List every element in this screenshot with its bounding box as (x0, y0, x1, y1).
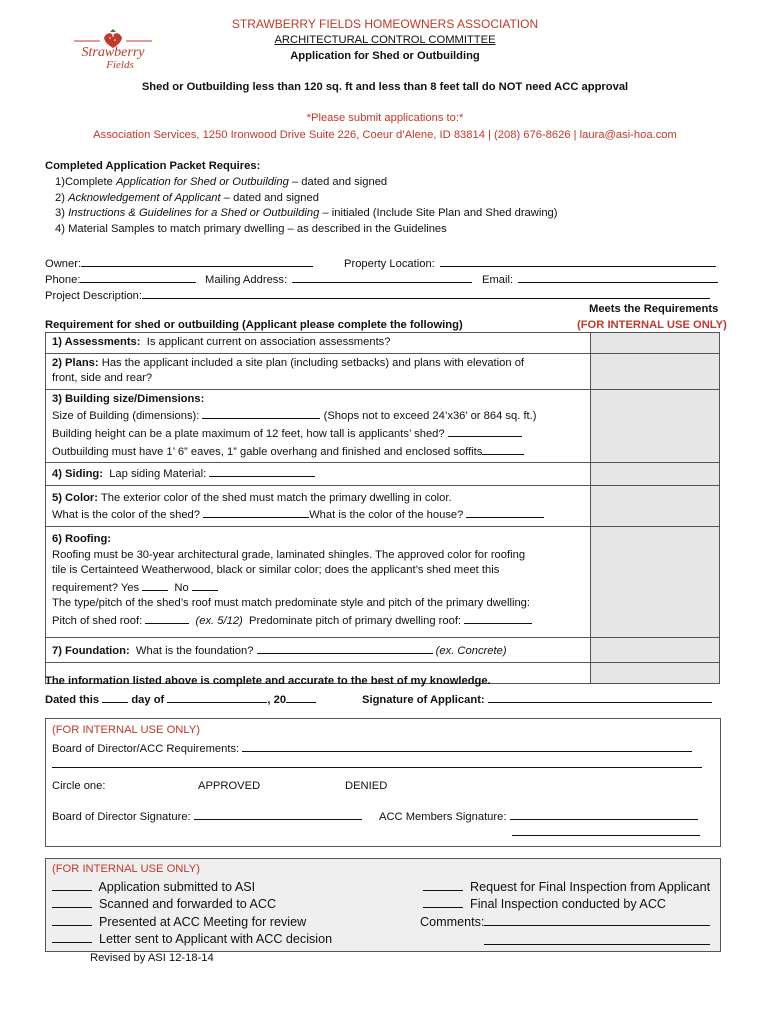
table-row (46, 526, 720, 637)
year-field[interactable] (286, 691, 316, 703)
internal-label-2: (FOR INTERNAL USE ONLY) (52, 863, 200, 875)
req-text: What is the color of the shed? (52, 509, 201, 522)
acc-sig-field-2[interactable] (512, 824, 700, 836)
table-row (46, 637, 720, 662)
req-text: The exterior color of the shed must match the primary dwelling in color. (100, 491, 452, 504)
tracking-item-5 (423, 879, 710, 894)
comments-field-2[interactable] (484, 933, 710, 945)
tracking-check-4[interactable] (52, 931, 92, 943)
check-cell-plans[interactable] (591, 353, 720, 389)
tracking-item-6 (423, 896, 666, 911)
tracking-item-1 (52, 879, 255, 894)
packet-item-num: 2) (55, 192, 65, 204)
req-text: (Shops not to exceed 24’x36’ or 864 sq. ft.) (323, 410, 537, 423)
req-siding (46, 463, 591, 486)
board-req-label: Board of Director/ACC Requirements: (52, 743, 240, 755)
property-field[interactable] (440, 255, 716, 267)
logo-text-top: Strawberry (81, 45, 145, 60)
req-text: Building height can be a plate maximum of 12 feet, how tall is applicants’ shed? (52, 427, 445, 440)
packet-item-em: Acknowledgement of Applicant (68, 192, 221, 204)
req-foundation (46, 637, 591, 662)
property-label: Property Location: (344, 258, 435, 270)
req-roofing (46, 526, 591, 637)
notice: Shed or Outbuilding less than 120 sq. ft and less than 8 feet tall do NOT need ACC approval (141, 81, 629, 93)
req-text: Predominate pitch of primary dwelling roof: (249, 614, 462, 627)
req-text: The type/pitch of the shed’s roof must match predominate style and pitch of the primary dwelling: (52, 597, 530, 610)
req-plans (46, 353, 591, 389)
project-row (45, 287, 710, 302)
req-text: Outbuilding must have 1’ 6” eaves, 1” gable overhang and finished and enclosed soffits (52, 445, 483, 458)
tracking-item-4 (52, 931, 332, 946)
tracking-check-6[interactable] (423, 896, 463, 908)
comments-row (420, 914, 710, 929)
req-text: No (174, 581, 189, 594)
tracking-check-5[interactable] (423, 879, 463, 891)
requirements-heading: Requirement for shed or outbuilding (Applicant please complete the following) (45, 319, 463, 331)
packet-item-post: – initialed (Include Site Plan and Shed drawing) (319, 207, 558, 219)
tracking-text: Letter sent to Applicant with ACC decision (99, 932, 333, 946)
req-text: Size of Building (dimensions): (52, 410, 200, 423)
comments-line-2 (484, 933, 710, 948)
req-assessments (46, 333, 591, 354)
mailing-row (205, 271, 472, 286)
certification-statement: The information listed above is complete and accurate to the best of my knowledge. (45, 675, 491, 687)
siding-field[interactable] (209, 465, 315, 477)
table-row (46, 389, 720, 462)
acc-sig-row (379, 808, 698, 823)
req-color (46, 485, 591, 526)
phone-row (45, 271, 196, 286)
tracking-text: Request for Final Inspection from Applicant (470, 880, 711, 894)
year-label: , 20 (267, 694, 287, 706)
signature-label: Signature of Applicant: (362, 694, 485, 706)
packet-item-num: 4) (55, 223, 65, 235)
check-cell-roofing[interactable] (591, 526, 720, 637)
req-label: 2) Plans: (52, 356, 99, 369)
board-req-row (52, 740, 692, 755)
packet-item-1 (55, 176, 387, 188)
org-name: STRAWBERRY FIELDS HOMEOWNERS ASSOCIATION (231, 17, 539, 31)
eaves-field[interactable] (482, 443, 524, 455)
mailing-label: Mailing Address: (205, 274, 288, 286)
size-field[interactable] (202, 407, 320, 419)
shed-pitch-field[interactable] (145, 612, 189, 624)
property-row (344, 255, 716, 270)
house-pitch-field[interactable] (464, 612, 532, 624)
owner-row (45, 255, 313, 270)
meets-heading: Meets the Requirements (589, 303, 719, 315)
board-sig-field[interactable] (194, 808, 362, 820)
comments-field[interactable] (484, 914, 710, 926)
phone-field[interactable] (80, 271, 196, 283)
req-label: 7) Foundation: (52, 644, 130, 657)
tracking-text: Final Inspection conducted by ACC (470, 897, 667, 911)
tracking-text: Application submitted to ASI (98, 880, 256, 894)
req-text: tile is Certainteed Weatherwood, black or similar color; does the applicant’s shed meet this (52, 564, 500, 577)
check-cell-assessments[interactable] (591, 333, 720, 354)
packet-item-2 (55, 192, 319, 204)
packet-item-num: 1) (55, 176, 65, 188)
packet-item-3 (55, 207, 558, 219)
board-req-field-2[interactable] (52, 756, 702, 768)
packet-item-num: 3) (55, 207, 65, 219)
req-label: 1) Assessments: (52, 336, 141, 348)
packet-item-em: Application for Shed or Outbuilding (115, 176, 289, 188)
email-label: Email: (482, 274, 514, 286)
req-text: front, side and rear? (52, 372, 153, 385)
req-text: What is the foundation? (135, 644, 254, 657)
check-cell-size[interactable] (591, 389, 720, 462)
roof-no-field[interactable] (192, 579, 218, 591)
internal-review-box (45, 718, 721, 847)
check-cell-color[interactable] (591, 485, 720, 526)
submit-label: *Please submit applications to:* (306, 112, 464, 124)
owner-label: Owner: (45, 258, 82, 270)
req-text: requirement? Yes (52, 581, 140, 594)
acc-sig-field[interactable] (510, 808, 698, 820)
table-row (46, 485, 720, 526)
month-field[interactable] (167, 691, 267, 703)
foundation-field[interactable] (257, 642, 433, 654)
mailing-field[interactable] (292, 271, 472, 283)
comments-label: Comments: (420, 915, 485, 929)
board-req-line-2 (52, 756, 702, 771)
req-text: Pitch of shed roof: (52, 614, 143, 627)
project-label: Project Description: (45, 290, 142, 302)
internal-use-heading: (FOR INTERNAL USE ONLY) (577, 319, 727, 331)
house-color-field[interactable] (466, 506, 544, 518)
packet-item-pre: Complete (64, 176, 116, 188)
internal-label: (FOR INTERNAL USE ONLY) (52, 724, 200, 736)
roof-yes-field[interactable] (142, 579, 168, 591)
board-req-field[interactable] (242, 740, 692, 752)
tracking-check-1[interactable] (52, 879, 92, 891)
req-text: (ex. Concrete) (435, 644, 507, 657)
check-cell-foundation[interactable] (591, 637, 720, 662)
req-text: Lap siding Material: (109, 468, 207, 481)
committee-name: ARCHITECTURAL CONTROL COMMITTEE (274, 34, 496, 46)
applicant-signature-field[interactable] (488, 691, 712, 703)
req-size (46, 389, 591, 462)
req-text: Is applicant current on association assessments? (146, 336, 391, 348)
acc-sig-line-2 (512, 824, 700, 839)
revision-note: Revised by ASI 12-18-14 (90, 952, 214, 964)
submit-address: Association Services, 1250 Ironwood Drive Suite 226, Coeur d’Alene, ID 83814 | (208) 676-8626 | laura@asi-hoa.com (93, 129, 677, 141)
circle-label: Circle one: (52, 780, 106, 792)
email-row (482, 271, 718, 286)
packet-heading: Completed Application Packet Requires: (45, 160, 261, 172)
packet-item-post: – dated and signed (288, 176, 388, 188)
form-title: Application for Shed or Outbuilding (290, 50, 480, 62)
packet-item-post: Material Samples to match primary dwelling – as described in the Guidelines (68, 223, 447, 235)
denied-option[interactable]: DENIED (345, 780, 388, 792)
req-label: 3) Building size/Dimensions: (52, 392, 205, 405)
packet-item-post: – dated and signed (220, 192, 319, 204)
tracking-item-3 (52, 914, 306, 929)
packet-item-em: Instructions & Guidelines for a Shed or Outbuilding (68, 207, 320, 219)
requirements-table (45, 332, 720, 684)
check-cell-siding[interactable] (591, 463, 720, 486)
req-text: Has the applicant included a site plan (including setbacks) and plans with elevation of (101, 356, 525, 369)
email-field[interactable] (518, 271, 718, 283)
tracking-check-3[interactable] (52, 914, 92, 926)
tracking-text: Presented at ACC Meeting for review (99, 915, 307, 929)
owner-field[interactable] (81, 255, 313, 267)
height-field[interactable] (448, 425, 522, 437)
table-row (46, 353, 720, 389)
req-text: Roofing must be 30-year architectural grade, laminated shingles. The approved color for roofing (52, 548, 526, 561)
project-field[interactable] (142, 287, 710, 299)
packet-item-4 (55, 223, 447, 235)
logo-text-bottom: Fields (106, 59, 134, 71)
day-field[interactable] (102, 691, 128, 703)
dated-row (45, 691, 316, 706)
req-text: What is the color of the house? (309, 509, 464, 522)
dated-label: Dated this (45, 694, 100, 706)
applicant-signature-row (362, 691, 712, 706)
table-row (46, 463, 720, 486)
approved-option[interactable]: APPROVED (198, 780, 261, 792)
shed-color-field[interactable] (203, 506, 309, 518)
board-sig-label: Board of Director Signature: (52, 811, 191, 823)
board-sig-row (52, 808, 362, 823)
req-label: 6) Roofing: (52, 532, 112, 545)
internal-tracking-box (45, 858, 721, 952)
req-label: 4) Siding: (52, 468, 103, 481)
table-row (46, 333, 720, 354)
day-of-label: day of (131, 694, 165, 706)
acc-sig-label: ACC Members Signature: (379, 811, 507, 823)
tracking-check-2[interactable] (52, 896, 92, 908)
req-label: 5) Color: (52, 491, 98, 504)
req-text: (ex. 5/12) (195, 614, 243, 627)
tracking-text: Scanned and forwarded to ACC (99, 897, 277, 911)
phone-label: Phone: (45, 274, 81, 286)
check-cell-blank[interactable] (591, 662, 720, 683)
tracking-item-2 (52, 896, 276, 911)
